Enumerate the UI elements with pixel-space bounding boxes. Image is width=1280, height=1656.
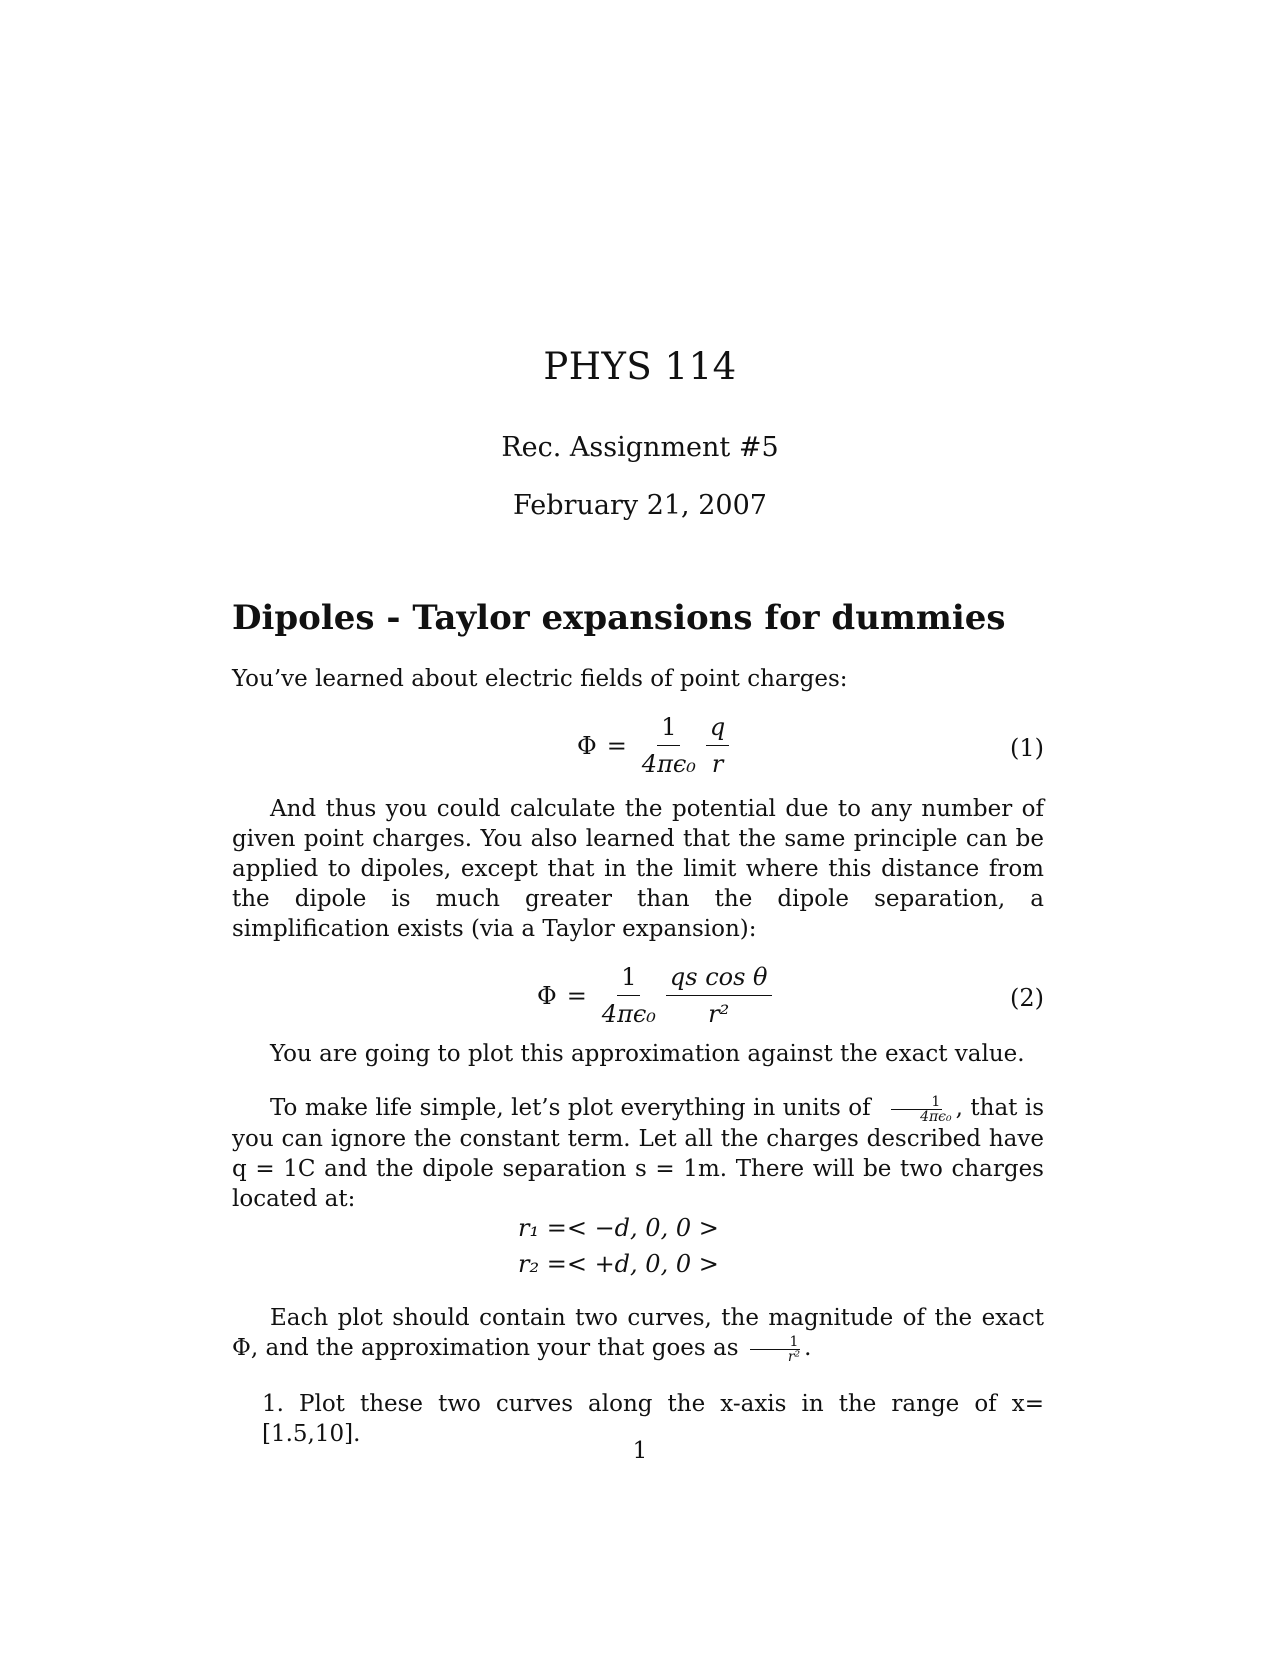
course-title: PHYS 114 [543, 345, 737, 388]
assignment-subtitle: Rec. Assignment #5 [501, 432, 779, 463]
section-heading: Dipoles - Taylor expansions for dummies [232, 598, 1006, 638]
eq1-frac2-numerator: q [706, 712, 729, 746]
eq2-fraction-constant [598, 962, 660, 1029]
eq1-lhs: Φ [577, 731, 597, 760]
unit-fraction [880, 1095, 954, 1124]
intro-paragraph: You’ve learned about electric fields of point charges: [232, 666, 848, 692]
unit-fraction-numerator: 1 [891, 1095, 942, 1110]
inverse-r2-denominator: r² [787, 1348, 801, 1365]
position-r1: r₁ =< −d, 0, 0 > [518, 1214, 719, 1242]
units-text-a: To make life simple, let’s plot everything in units of [270, 1095, 871, 1121]
eq2-frac2-denominator: r² [708, 1000, 730, 1028]
equation-1 [232, 712, 1044, 782]
eq2-frac1-denominator: 4πϵ₀ [601, 1000, 656, 1028]
each-text-b: . [804, 1335, 812, 1361]
list-item-1: 1. Plot these two curves along the x-axis in the range of x=[1.5,10]. [262, 1391, 1044, 1447]
eq2-frac2-numerator: qs cos θ [666, 962, 772, 996]
units-text-b: , that is you can ignore the constant term. Let all the charges described have q = 1C and the dipole separation s = 1m. There will be two charges located at: [232, 1095, 1045, 1212]
eq2-fraction-dipole [666, 962, 772, 1029]
eq1-frac1-numerator: 1 [657, 712, 680, 746]
charge-positions [518, 1210, 719, 1282]
page-number: 1 [632, 1438, 648, 1464]
eq2-frac1-numerator: 1 [617, 962, 640, 996]
eq1-fraction-charge [706, 712, 729, 779]
eq1-fraction-constant [638, 712, 700, 779]
each-plot-paragraph [232, 1303, 1044, 1364]
units-paragraph [232, 1093, 1044, 1214]
inverse-r2-numerator: 1 [750, 1335, 801, 1350]
inverse-r-squared-fraction [748, 1335, 802, 1364]
unit-fraction-denominator: 4πϵ₀ [920, 1108, 952, 1125]
each-text-a: Each plot should contain two curves, the magnitude of the exact Φ, and the approximation your that goes as [232, 1305, 1044, 1361]
eq1-equals: = [606, 731, 627, 760]
position-r2: r₂ =< +d, 0, 0 > [518, 1250, 719, 1278]
main-paragraph: And thus you could calculate the potential due to any number of given point charges. You also learned that the same principle can be applied to dipoles, except that in the limit where this distance from the dipole is much greater than the dipole separation, a simplification exists (via a Taylor expansion): [232, 796, 1044, 942]
eq1-frac2-denominator: r [711, 750, 724, 778]
eq2-equals: = [566, 981, 587, 1010]
equation-number-2: (2) [1010, 984, 1044, 1012]
eq1-frac1-denominator: 4πϵ₀ [641, 750, 696, 778]
equation-number-1: (1) [1010, 734, 1044, 762]
eq2-lhs: Φ [537, 981, 557, 1010]
assignment-date: February 21, 2007 [513, 490, 767, 521]
plot-paragraph: You are going to plot this approximation against the exact value. [270, 1041, 1025, 1067]
equation-2 [232, 962, 1044, 1032]
